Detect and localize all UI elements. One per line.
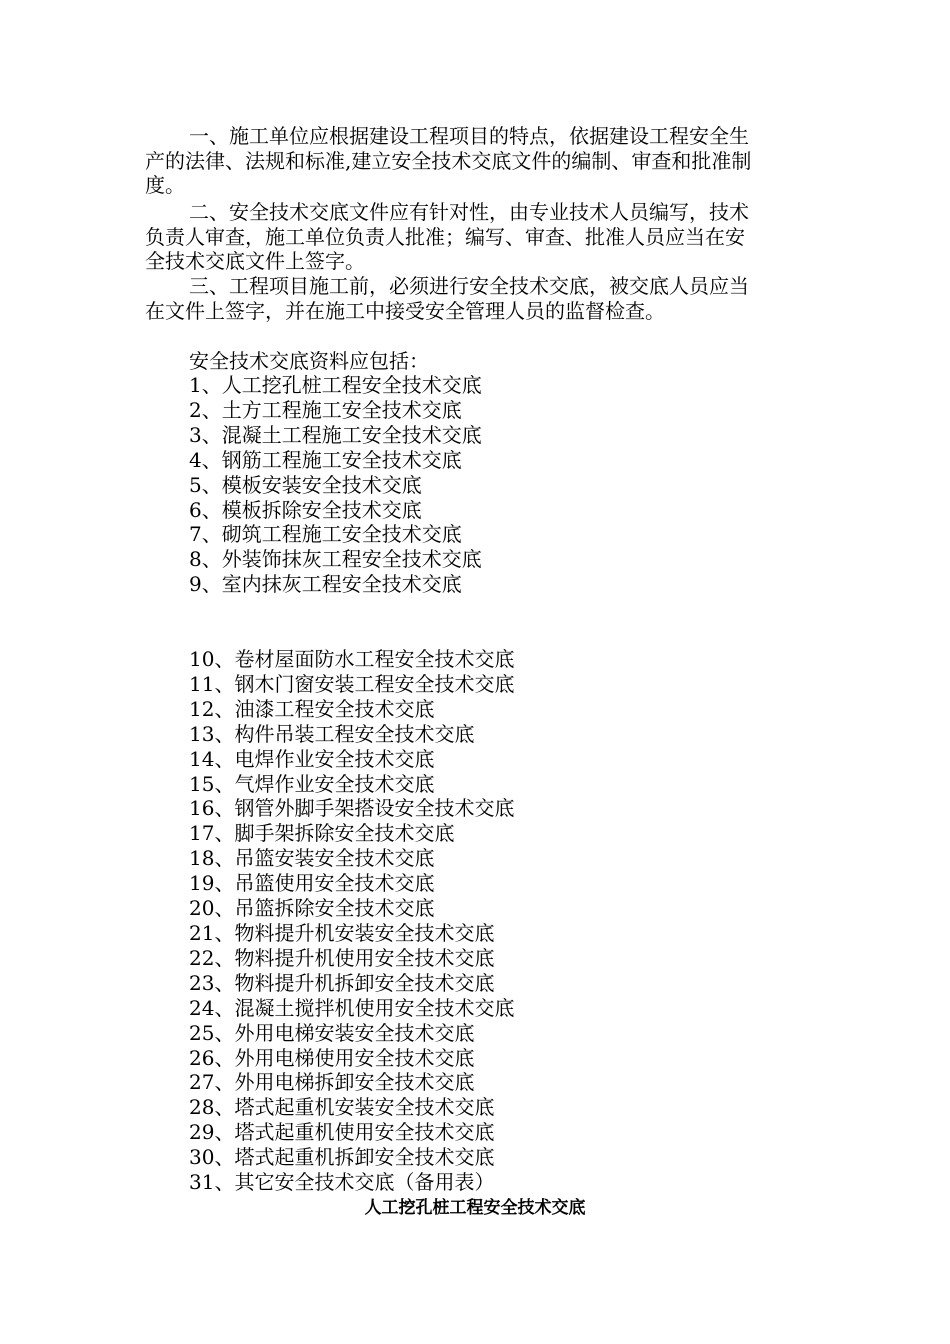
list-item: 10、卷材屋面防水工程安全技术交底 [189, 647, 515, 671]
list-item: 24、混凝土搅拌机使用安全技术交底 [189, 995, 515, 1020]
list-item: 19、吊篮使用安全技术交底 [189, 871, 435, 896]
list-item: 15、气焊作业安全技术交底 [189, 771, 435, 796]
list-item: 28、塔式起重机安装安全技术交底 [189, 1095, 495, 1120]
list-item: 4、钢筋工程施工安全技术交底 [189, 447, 462, 472]
paragraph-1: 一、施工单位应根据建设工程项目的特点，依据建设工程安全生产的法律、法规和标准,建立安全技术交底文件的编制、审查和批准制度。 [145, 124, 752, 197]
list-item: 29、塔式起重机使用安全技术交底 [189, 1120, 495, 1145]
list-item: 23、物料提升机拆卸安全技术交底 [189, 970, 495, 995]
list-item: 27、外用电梯拆卸安全技术交底 [189, 1070, 475, 1095]
list-item: 21、物料提升机安装安全技术交底 [189, 920, 495, 945]
list-item: 14、电焊作业安全技术交底 [189, 746, 435, 771]
list-item: 18、吊篮安装安全技术交底 [189, 846, 435, 871]
section-title: 人工挖孔桩工程安全技术交底 [364, 1198, 586, 1218]
list-item: 11、钢木门窗安装工程安全技术交底 [189, 671, 515, 696]
list-item: 20、吊篮拆除安全技术交底 [189, 896, 435, 921]
list-item: 5、模板安装安全技术交底 [189, 472, 422, 497]
list-item: 1、人工挖孔桩工程安全技术交底 [189, 373, 482, 397]
list-item: 7、砌筑工程施工安全技术交底 [189, 522, 462, 547]
list-item: 30、塔式起重机拆卸安全技术交底 [189, 1145, 495, 1170]
list-item: 22、物料提升机使用安全技术交底 [189, 945, 495, 970]
paragraph-3: 三、工程项目施工前，必须进行安全技术交底，被交底人员应当在文件上签字，并在施工中接受安全管理人员的监督检查。 [145, 274, 749, 323]
list-item: 17、脚手架拆除安全技术交底 [189, 821, 455, 846]
disclosure-list-part2 [189, 647, 514, 1195]
list-item: 13、构件吊装工程安全技术交底 [189, 721, 475, 746]
list-item: 12、油漆工程安全技术交底 [189, 696, 435, 721]
list-item: 25、外用电梯安装安全技术交底 [189, 1020, 475, 1045]
list-item: 3、混凝土工程施工安全技术交底 [189, 422, 482, 447]
list-item: 16、钢管外脚手架搭设安全技术交底 [189, 796, 515, 821]
list-item: 26、外用电梯使用安全技术交底 [189, 1045, 475, 1070]
list-item: 8、外装饰抹灰工程安全技术交底 [189, 547, 482, 572]
disclosure-list-part1 [189, 373, 482, 597]
list-item: 2、土方工程施工安全技术交底 [189, 397, 462, 422]
list-intro: 安全技术交底资料应包括： [189, 349, 429, 373]
list-item: 9、室内抹灰工程安全技术交底 [189, 572, 462, 597]
paragraph-2: 二、安全技术交底文件应有针对性，由专业技术人员编写，技术负责人审查，施工单位负责人批准；编写、审查、批准人员应当在安全技术交底文件上签字。 [145, 200, 749, 273]
list-item: 31、其它安全技术交底（备用表） [189, 1170, 495, 1195]
list-item: 6、模板拆除安全技术交底 [189, 497, 422, 522]
